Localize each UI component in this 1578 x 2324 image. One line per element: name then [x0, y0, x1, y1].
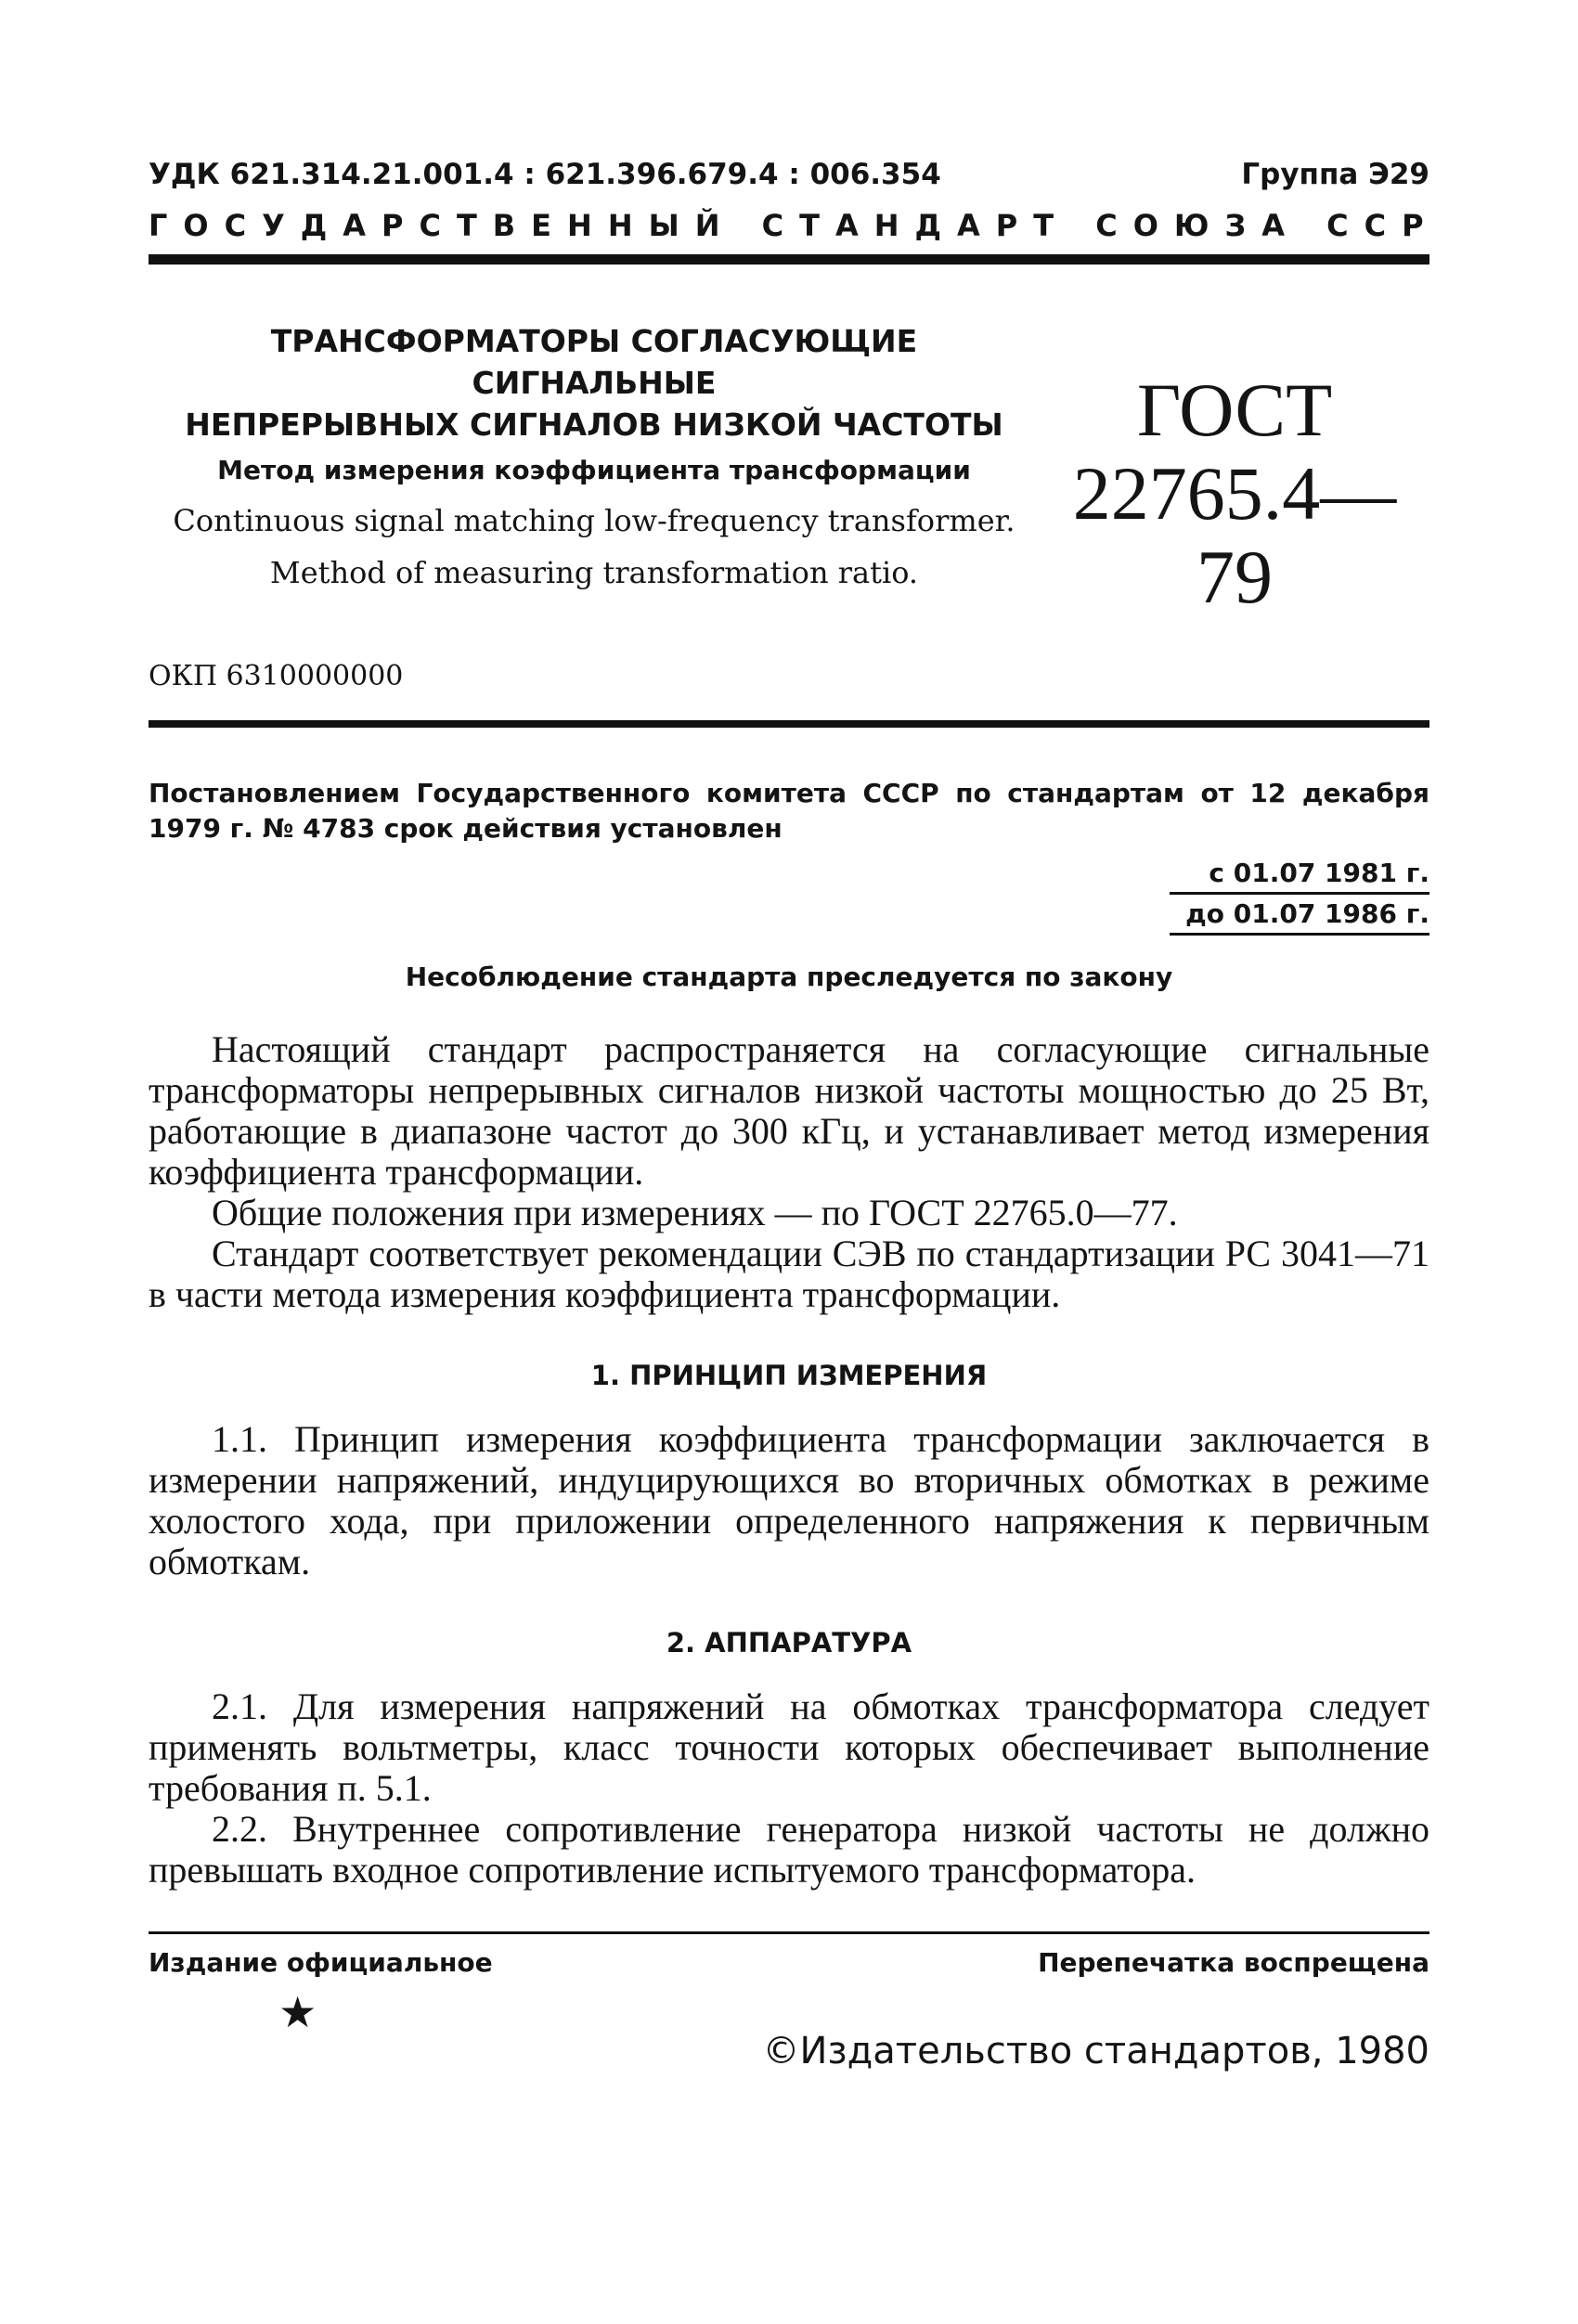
title-rule [149, 720, 1429, 728]
title-block [149, 320, 1429, 619]
document-page [149, 158, 1440, 2072]
section-1-body [149, 1419, 1429, 1582]
legal-warning: Несоблюдение стандарта преследуется по закону [405, 962, 1173, 992]
intro-text [149, 1029, 1429, 1315]
udc-code: УДК 621.314.21.001.4 : 621.396.679.4 : 006.354 [149, 158, 941, 191]
section-2-body [149, 1686, 1429, 1891]
paragraph-2-1: 2.1. Для измерения напряжений на обмотках трансформатора следует применять вольтметры, класс точности которых обеспечивает выполнение требования п. 5.1. [149, 1685, 1429, 1809]
section-1-heading: 1. ПРИНЦИП ИЗМЕРЕНИЯ [590, 1360, 988, 1391]
method-subtitle: Метод измерения коэффициента трансформации [217, 455, 971, 485]
intro-paragraph: Общие положения при измерениях — по ГОСТ 22765.0—77. [212, 1192, 1178, 1233]
validity-dates [1170, 854, 1429, 936]
intro-paragraph: Настоящий стандарт распространяется на согласующие сигнальные трансформаторы непрерывных сигналов низкой частоты мощностью до 25 Вт, работающие в диапазоне частот до 300 кГц, и устанавливает метод измерения коэффициента трансформации. [149, 1028, 1429, 1193]
okp-code: ОКП 6310000000 [149, 660, 404, 692]
decree-text: Постановлением Государственного комитета СССР по стандартам от 12 декабря 1979 г. № 4783 срок действия установлен [149, 778, 1429, 844]
publisher-copyright: ©Издательство стандартов, 1980 [762, 2030, 1429, 2072]
valid-to: до 01.07 1986 г. [1170, 895, 1429, 936]
reprint-notice: Перепечатка воспрещена [1038, 1947, 1429, 1978]
section-2-heading: 2. АППАРАТУРА [666, 1627, 912, 1659]
english-title-line-2: Method of measuring transformation ratio. [269, 555, 919, 590]
english-title-line-1: Continuous signal matching low-frequency transformer. [173, 503, 1015, 538]
group-code: Группа Э29 [1241, 158, 1429, 191]
footer-rule [149, 1931, 1429, 1934]
intro-paragraph: Стандарт соответствует рекомендации СЭВ по стандартизации РС 3041—71 в части метода измерения коэффициента трансформации. [149, 1233, 1429, 1315]
state-standard-banner: ГОСУДАРСТВЕННЫЙ СТАНДАРТ СОЮЗА ССР [149, 208, 1440, 243]
title-line-1: ТРАНСФОРМАТОРЫ СОГЛАСУЮЩИЕ СИГНАЛЬНЫЕ [270, 323, 918, 401]
star-icon: ★ [278, 1987, 317, 2037]
gost-designation [1040, 320, 1429, 619]
header-row [149, 158, 1429, 191]
header-rule [149, 254, 1429, 265]
gost-number: 22765.4—79 [1072, 451, 1397, 619]
paragraph-2-2: 2.2. Внутреннее сопротивление генератора низкой частоты не должно превышать входное сопротивление испытуемого трансформатора. [149, 1808, 1429, 1891]
title-text [149, 320, 1040, 619]
title-line-2: НЕПРЕРЫВНЫХ СИГНАЛОВ НИЗКОЙ ЧАСТОТЫ [185, 407, 1003, 443]
official-edition: Издание официальное [149, 1947, 493, 1978]
valid-from: с 01.07 1981 г. [1170, 854, 1429, 895]
footer-row [149, 1947, 1429, 1978]
gost-label: ГОСТ [1136, 368, 1333, 452]
paragraph-1-1: 1.1. Принцип измерения коэффициента трансформации заключается в измерении напряжений, индуцирующихся во вторичных обмотках в режиме холостого хода, при приложении определенного напряжения к первичным обмоткам. [149, 1418, 1429, 1582]
